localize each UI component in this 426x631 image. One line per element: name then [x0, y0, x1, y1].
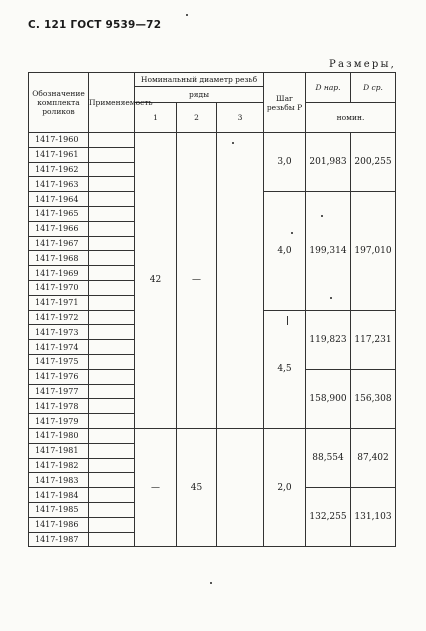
- applicability-cell: [89, 295, 135, 310]
- pitch-value: 3,0: [264, 133, 306, 192]
- pitch-value: 4,5: [264, 310, 306, 428]
- d-sr-header: D ср.: [351, 73, 396, 103]
- table-row-code: 1417-1969: [29, 266, 89, 281]
- applicability-cell: [89, 325, 135, 340]
- table-row-code: 1417-1980: [29, 428, 89, 443]
- applicability-cell: [89, 251, 135, 266]
- applicability-cell: [89, 280, 135, 295]
- units-label: Размеры,: [329, 59, 396, 70]
- applicability-cell: [89, 162, 135, 177]
- d-sr-value: 156,308: [351, 369, 396, 428]
- row2-header: 2: [177, 103, 217, 133]
- d-nar-value: 119,823: [306, 310, 351, 369]
- d-nar-value: 88,554: [306, 428, 351, 487]
- table-row-code: 1417-1981: [29, 443, 89, 458]
- table-row-code: 1417-1963: [29, 177, 89, 192]
- d-nar-value: 201,983: [306, 133, 351, 192]
- applicability-cell: [89, 428, 135, 443]
- table-row-code: 1417-1983: [29, 473, 89, 488]
- scan-speck: [291, 232, 293, 234]
- scan-speck: [232, 142, 234, 144]
- table-row-code: 1417-1982: [29, 458, 89, 473]
- table-row-code: 1417-1977: [29, 384, 89, 399]
- table-row-code: 1417-1971: [29, 295, 89, 310]
- applicability-cell: [89, 147, 135, 162]
- scan-mark: [216, 438, 217, 446]
- applicability-cell: [89, 443, 135, 458]
- dimensions-table: [28, 72, 396, 547]
- rows-header: ряды: [135, 87, 264, 103]
- nominal-diameter-header: Номинальный диаметр резьб: [135, 73, 264, 87]
- pitch-value: 2,0: [264, 428, 306, 546]
- table-row-code: 1417-1965: [29, 206, 89, 221]
- table-row-code: 1417-1978: [29, 399, 89, 414]
- table-row-code: 1417-1967: [29, 236, 89, 251]
- applicability-cell: [89, 384, 135, 399]
- pitch-header: Шаг резьбы P: [264, 73, 306, 133]
- row1-dash: —: [135, 428, 177, 546]
- d-nar-header: D нар.: [306, 73, 351, 103]
- table-row-code: 1417-1975: [29, 354, 89, 369]
- applicability-cell: [89, 221, 135, 236]
- scan-speck: [186, 14, 188, 16]
- scan-speck: [210, 582, 212, 584]
- d-nar-value: 199,314: [306, 192, 351, 310]
- table-row-code: 1417-1962: [29, 162, 89, 177]
- d-sr-value: 200,255: [351, 133, 396, 192]
- applicability-cell: [89, 458, 135, 473]
- pitch-value: 4,0: [264, 192, 306, 310]
- table-row-code: 1417-1976: [29, 369, 89, 384]
- applicability-cell: [89, 354, 135, 369]
- applicability-cell: [89, 488, 135, 503]
- d-sr-value: 197,010: [351, 192, 396, 310]
- applicability-header: Применяемость: [89, 73, 135, 133]
- table-row-code: 1417-1964: [29, 192, 89, 207]
- table-row-code: 1417-1966: [29, 221, 89, 236]
- table-row-code: 1417-1985: [29, 502, 89, 517]
- row2-value: 45: [177, 428, 217, 546]
- table-row-code: 1417-1979: [29, 414, 89, 429]
- row3-header: 3: [217, 103, 264, 133]
- applicability-cell: [89, 206, 135, 221]
- d-sr-value: 131,103: [351, 488, 396, 547]
- table-row-code: 1417-1970: [29, 280, 89, 295]
- table-row-code: 1417-1961: [29, 147, 89, 162]
- table-row-code: 1417-1984: [29, 488, 89, 503]
- applicability-cell: [89, 502, 135, 517]
- applicability-cell: [89, 369, 135, 384]
- applicability-cell: [89, 266, 135, 281]
- applicability-cell: [89, 310, 135, 325]
- applicability-cell: [89, 177, 135, 192]
- applicability-cell: [89, 236, 135, 251]
- applicability-cell: [89, 340, 135, 355]
- table-row-code: 1417-1974: [29, 340, 89, 355]
- scan-speck: [321, 215, 323, 217]
- table-row-code: 1417-1960: [29, 133, 89, 148]
- applicability-cell: [89, 517, 135, 532]
- row1-value: 42: [135, 133, 177, 429]
- applicability-cell: [89, 399, 135, 414]
- row3-cell: [217, 428, 264, 546]
- applicability-cell: [89, 192, 135, 207]
- page-header: С. 121 ГОСТ 9539—72: [28, 19, 162, 31]
- row2-dash: —: [177, 133, 217, 429]
- row3-cell: [217, 133, 264, 429]
- d-nar-value: 132,255: [306, 488, 351, 547]
- table-row-code: 1417-1968: [29, 251, 89, 266]
- applicability-cell: [89, 532, 135, 547]
- applicability-cell: [89, 414, 135, 429]
- scan-speck: [330, 297, 332, 299]
- d-sr-value: 117,231: [351, 310, 396, 369]
- table-row-code: 1417-1986: [29, 517, 89, 532]
- nominal-header: номин.: [306, 103, 396, 133]
- row1-header: 1: [135, 103, 177, 133]
- scan-mark: [287, 316, 288, 325]
- applicability-cell: [89, 473, 135, 488]
- designation-header: Обозначение комплекта роликов: [29, 73, 89, 133]
- table-row-code: 1417-1987: [29, 532, 89, 547]
- table-row-code: 1417-1973: [29, 325, 89, 340]
- table-row-code: 1417-1972: [29, 310, 89, 325]
- applicability-cell: [89, 133, 135, 148]
- d-sr-value: 87,402: [351, 428, 396, 487]
- d-nar-value: 158,900: [306, 369, 351, 428]
